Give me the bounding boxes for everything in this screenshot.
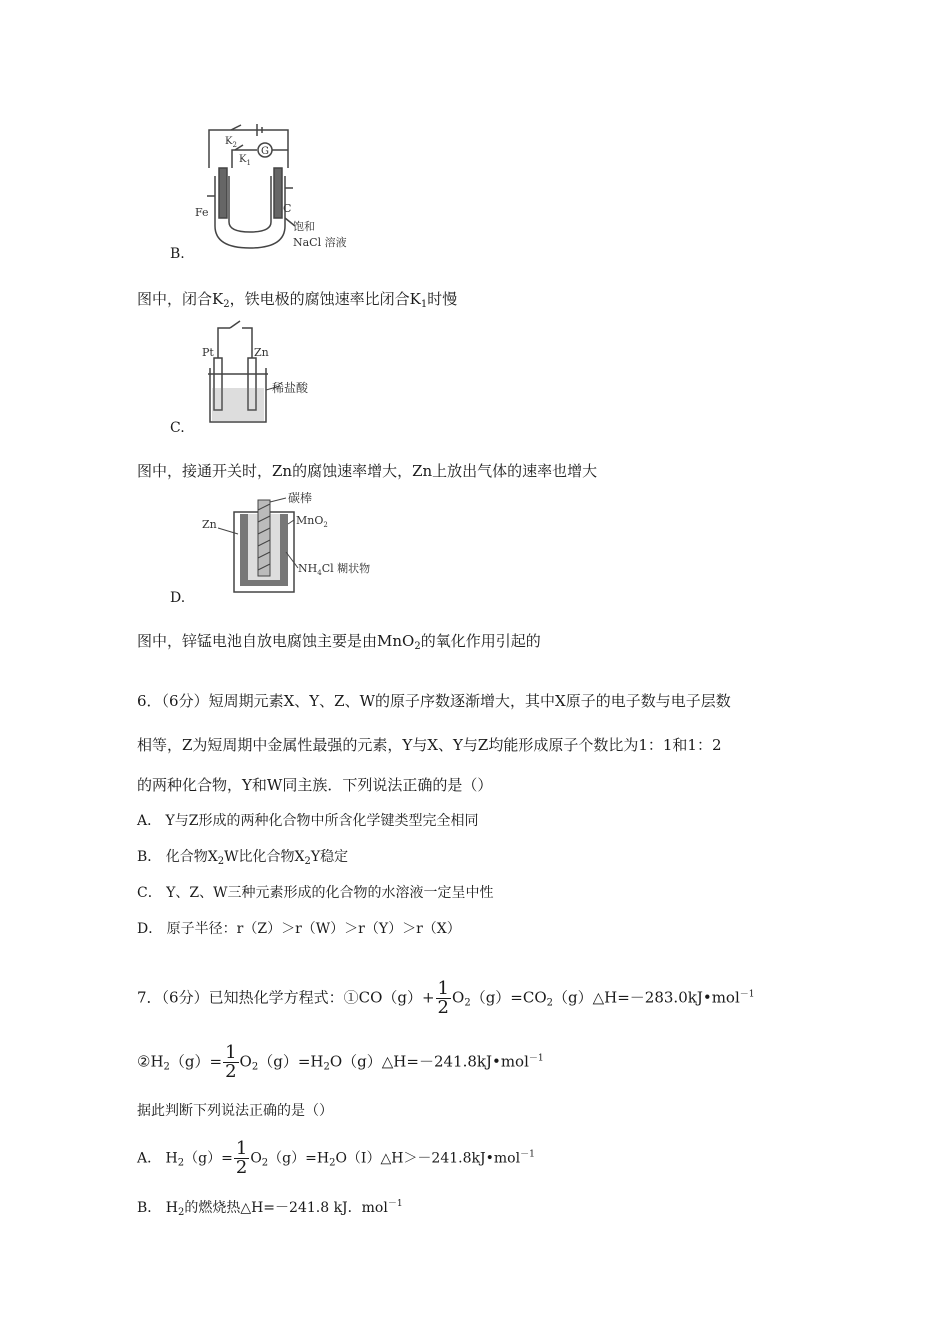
acid-label: 稀盐酸	[272, 381, 309, 395]
solution-label-2: NaCl 溶液	[293, 236, 347, 249]
option-b-label: B.	[170, 246, 185, 262]
fe-label: Fe	[195, 206, 209, 219]
fraction-half: $\frac{1}{2}$	[235, 1138, 248, 1178]
beaker-cell-figure	[200, 318, 330, 430]
q7-stem: 据此判断下列说法正确的是（）	[137, 1103, 333, 1119]
q7-equation-1: 7．（6分）已知热化学方程式：①CO（g）+ $\frac{1}{2}$ $O_2(g)=CO_2(g)\triangle H=-283.0kJ•mol^{-1}$	[137, 978, 755, 1018]
pt-label: Pt	[202, 346, 214, 359]
solution-label-1: 饱和	[293, 220, 315, 233]
q6-option-d: D． 原子半径：r（Z）＞r（W）＞r（Y）＞r（X）	[137, 921, 461, 937]
fraction-half: $\frac{1}{2}$	[437, 978, 449, 1018]
q6-option-b: B． 化合物$X_2W$比化合物$X_2Y$稳定	[137, 849, 349, 867]
q7-option-b: B． $H_2$的燃烧热△H=－241.8 kJ．mol$^{-1}$	[137, 1199, 403, 1218]
q7-option-a: A． $H_2(g)=$ $\frac{1}{2}$ $O_2(g)=H_2O(I)\triangle H>-241.8kJ•mol^{-1}$	[137, 1138, 535, 1178]
carbon-rod-label: 碳棒	[288, 492, 313, 505]
u-tube-cell-figure	[195, 118, 365, 253]
option-d-caption: 图中，锌锰电池自放电腐蚀主要是由MnO$_2$的氧化作用引起的	[137, 632, 541, 652]
option-c-caption: 图中，接通开关时，Zn的腐蚀速率增大，Zn上放出气体的速率也增大	[137, 462, 598, 480]
galvanometer-label: G	[261, 146, 269, 157]
dry-cell-figure	[198, 492, 398, 596]
nh4cl-label: $NH_4Cl$ 糊状物	[298, 562, 371, 577]
q7-equation-2: $②H_2(g)=$ $\frac{1}{2}$ $O_2(g)=H_2O(g)\triangle H=-241.8kJ•mol^{-1}$	[137, 1042, 544, 1082]
q6-option-c: C． Y、Z、W三种元素形成的化合物的水溶液一定呈中性	[137, 885, 494, 901]
q6-stem-line-1: 6．（6分）短周期元素X、Y、Z、W的原子序数逐渐增大，其中X原子的电子数与电子层数	[137, 692, 731, 710]
q6-stem-line-2: 相等，Z为短周期中金属性最强的元素，Y与X、Y与Z均能形成原子个数比为1：1和1：2	[137, 736, 722, 754]
zn-label: Zn	[254, 346, 269, 359]
k1-label: $K_1$	[239, 154, 251, 167]
option-c-label: C.	[170, 420, 185, 436]
c-label: C	[283, 202, 292, 215]
mno2-label: MnO$_2$	[296, 514, 328, 529]
zn-label: Zn	[202, 518, 217, 531]
q6-option-a: A． Y与Z形成的两种化合物中所含化学键类型完全相同	[137, 813, 479, 829]
q6-stem-line-3: 的两种化合物，Y和W同主族．下列说法正确的是（）	[137, 776, 493, 794]
option-d-label: D.	[170, 590, 186, 606]
fraction-half: $\frac{1}{2}$	[225, 1042, 237, 1082]
option-b-caption: 图中，闭合$K_2$，铁电极的腐蚀速率比闭合$K_1$时慢	[137, 290, 458, 310]
k2-label: $K_2$	[225, 136, 237, 149]
